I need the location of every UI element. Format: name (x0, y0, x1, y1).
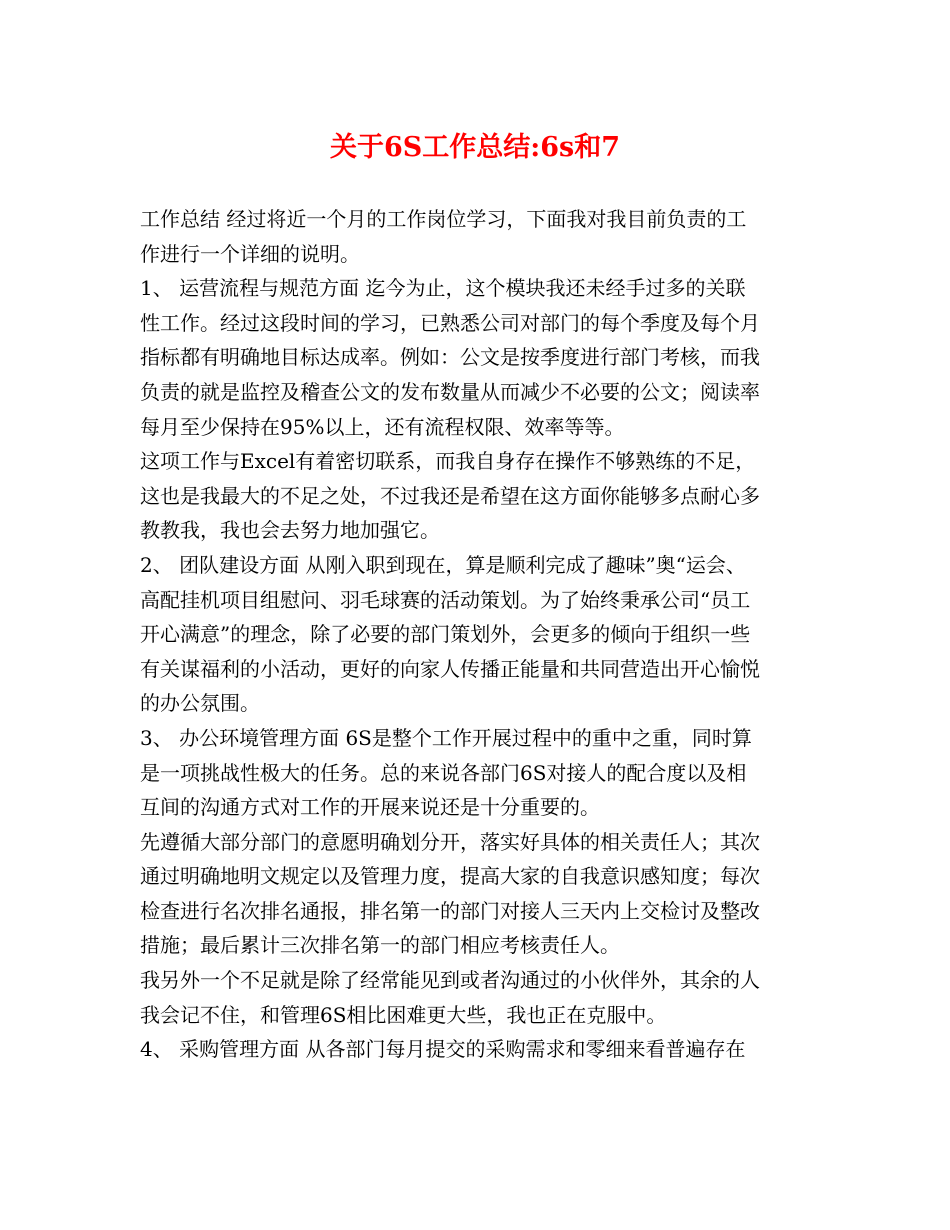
body-line: 3、 办公环境管理方面 6S是整个工作开展过程中的重中之重，同时算 (140, 725, 752, 750)
body-line: 是一项挑战性极大的任务。总的来说各部门6S对接人的配合度以及相 (140, 760, 747, 785)
body-line: 每月至少保持在95%以上，还有流程权限、效率等等。 (140, 414, 625, 439)
body-line: 的办公氛围。 (140, 691, 260, 716)
body-line: 这项工作与Excel有着密切联系，而我自身存在操作不够熟练的不足， (140, 449, 756, 474)
body-line: 互间的沟通方式对工作的开展来说还是十分重要的。 (140, 795, 600, 820)
body-line: 2、 团队建设方面 从刚入职到现在，算是顺利完成了趣味”奥“运会、 (140, 552, 746, 577)
body-line: 1、 运营流程与规范方面 迄今为止，这个模块我还未经手过多的关联 (140, 276, 746, 301)
body-line: 教教我，我也会去努力地加强它。 (140, 518, 440, 543)
body-line: 检查进行名次排名通报，排名第一的部门对接人三天内上交检讨及整改 (140, 898, 760, 923)
body-line: 我会记不住，和管理6S相比困难更大些，我也正在克服中。 (140, 1002, 667, 1027)
body-line: 通过明确地明文规定以及管理力度，提高大家的自我意识感知度；每次 (140, 864, 760, 889)
body-line: 先遵循大部分部门的意愿明确划分开，落实好具体的相关责任人；其次 (140, 829, 760, 854)
body-line: 开心满意”的理念，除了必要的部门策划外，会更多的倾向于组织一些 (140, 622, 751, 647)
body-line: 性工作。经过这段时间的学习，已熟悉公司对部门的每个季度及每个月 (140, 310, 760, 335)
body-line: 4、 采购管理方面 从各部门每月提交的采购需求和零细来看普遍存在 (140, 1037, 746, 1062)
body-line: 有关谋福利的小活动，更好的向家人传播正能量和共同营造出开心愉悦 (140, 656, 760, 681)
body-line: 这也是我最大的不足之处，不过我还是希望在这方面你能够多点耐心多 (140, 483, 760, 508)
body-line: 高配挂机项目组慰问、羽毛球赛的活动策划。为了始终秉承公司“员工 (140, 587, 751, 612)
body-line: 措施；最后累计三次排名第一的部门相应考核责任人。 (140, 933, 620, 958)
body-line: 作进行一个详细的说明。 (140, 241, 360, 266)
document-body (140, 202, 830, 1067)
document-title: 关于6S工作总结:6s和7 (329, 132, 621, 163)
body-line: 我另外一个不足就是除了经常能见到或者沟通过的小伙伴外，其余的人 (140, 968, 760, 993)
body-line: 指标都有明确地目标达成率。例如：公文是按季度进行部门考核，而我 (140, 345, 760, 370)
body-line: 负责的就是监控及稽查公文的发布数量从而减少不必要的公文；阅读率 (140, 379, 760, 404)
body-line: 工作总结 经过将近一个月的工作岗位学习，下面我对我目前负责的工 (140, 207, 747, 231)
